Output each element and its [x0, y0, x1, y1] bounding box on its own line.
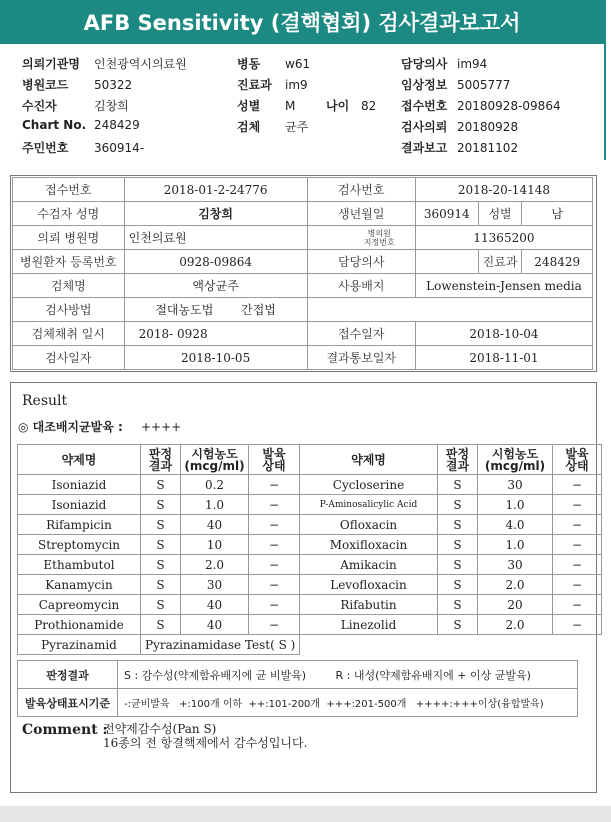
designation-value: 11365200 — [415, 226, 592, 250]
reg-label: 병원환자 등록번호 — [13, 250, 125, 274]
growth-header-2: 발육 상태 — [553, 445, 602, 475]
drug-drug-cell: Moxifloxacin — [300, 535, 438, 555]
media-label: 사용배지 — [307, 274, 415, 298]
drug-growth-cell: − — [553, 555, 602, 575]
header-value: 50322 — [94, 78, 133, 92]
drug-judge-cell: S — [438, 615, 478, 635]
table-row — [18, 615, 602, 635]
drug-growth-cell: − — [553, 575, 602, 595]
header-label: 접수번호 — [401, 99, 448, 113]
control-growth-value: ++++ — [140, 420, 182, 434]
test-no-label: 검사번호 — [307, 178, 415, 202]
drug-growth-cell: − — [553, 615, 602, 635]
birth-label: 생년월일 — [307, 202, 415, 226]
conc-header: 시험농도 (mcg/ml) — [181, 445, 249, 475]
judge-s-text: S : 감수성(약제함유배지에 균 비발육) — [124, 668, 307, 682]
hospital-label: 의뢰 병원명 — [13, 226, 125, 250]
drug-conc-cell: 1.0 — [478, 495, 553, 515]
birth-value: 360914 — [415, 202, 478, 226]
comment-line-1: 전약제감수성(Pan S) — [103, 722, 217, 736]
drug-judge-cell: S — [438, 575, 478, 595]
header-value: 248429 — [94, 118, 140, 132]
pza-row — [18, 635, 602, 655]
pza-result: Pyrazinamidase Test( S ) — [141, 635, 300, 655]
hdr-col1-row — [22, 97, 129, 114]
growth-legend-text: -:균비발육 +:100개 이하 ++:101-200개 +++:201-500개 ++++:+++이상(융합발육) — [118, 689, 578, 717]
header-value: 5005777 — [457, 78, 511, 92]
conc-header-2: 시험농도 (mcg/ml) — [478, 445, 553, 475]
header-value: 20180928 — [457, 120, 519, 134]
testdate-label: 검사일자 — [13, 346, 125, 370]
method-1: 절대농도법 — [155, 303, 214, 317]
comment-label: Comment : — [22, 722, 108, 738]
drug-conc-cell: 2.0 — [181, 555, 249, 575]
receipt-no-label: 접수번호 — [13, 178, 125, 202]
drug-judge-cell: S — [438, 595, 478, 615]
table-row — [18, 575, 602, 595]
drug-drug-cell: Ethambutol — [18, 555, 141, 575]
dept-value: 248429 — [522, 250, 593, 274]
drug-header: 약제명 — [18, 445, 141, 475]
drug-drug-cell: Streptomycin — [18, 535, 141, 555]
header-label: 검사의뢰 — [401, 120, 448, 134]
header-value: 20181102 — [457, 141, 519, 155]
title-accent-rule — [604, 0, 606, 160]
pza-drug: Pyrazinamid — [18, 635, 141, 655]
drug-growth-cell: − — [249, 615, 300, 635]
drug-growth-cell: − — [249, 575, 300, 595]
drug-drug-cell: Isoniazid — [18, 495, 141, 515]
age-label: 나이 — [326, 99, 350, 113]
header-label: 진료과 — [237, 78, 272, 92]
recv-label: 접수일자 — [307, 322, 415, 346]
drug-conc-cell: 30 — [478, 555, 553, 575]
header-label: 담당의사 — [401, 57, 448, 71]
drug-growth-cell: − — [249, 495, 300, 515]
drug-judge-cell: S — [141, 515, 181, 535]
drug-judge-cell: S — [438, 555, 478, 575]
designation-label: 병의원 지정번호 — [307, 226, 415, 250]
header-label: 검체 — [237, 120, 261, 134]
report-title: AFB Sensitivity (결핵협회) 검사결과보고서 — [0, 0, 604, 44]
hdr-col3-row — [401, 55, 487, 72]
header-value: M — [285, 99, 296, 113]
comment-text — [103, 722, 307, 750]
drug-conc-cell: 0.2 — [181, 475, 249, 495]
table-row — [18, 495, 602, 515]
testdate-value: 2018-10-05 — [124, 346, 307, 370]
method-value — [124, 298, 307, 322]
drug-drug-cell: Levofloxacin — [300, 575, 438, 595]
drug-drug-cell: Prothionamide — [18, 615, 141, 635]
doctor-value — [415, 250, 478, 274]
hdr-col1-row — [22, 139, 144, 156]
judge-r-text: R : 내성(약제함유배지에 + 이상 균발육) — [335, 668, 531, 682]
drug-drug-cell: Rifampicin — [18, 515, 141, 535]
judge-legend — [118, 661, 578, 689]
drug-growth-cell: − — [249, 595, 300, 615]
sex-label: 성별 — [478, 202, 522, 226]
control-growth-label: ◎ 대조배지균발육 : — [18, 420, 123, 434]
hdr-col3-row — [401, 139, 518, 156]
result-title: Result — [22, 393, 68, 409]
header-value: 360914- — [94, 141, 145, 155]
header-value: 균주 — [285, 120, 309, 134]
growth-legend-label: 발육상태표시기준 — [18, 689, 118, 717]
age-value: 82 — [361, 99, 377, 113]
drug-conc-cell: 4.0 — [478, 515, 553, 535]
hdr-col3-row — [401, 76, 510, 93]
drug-growth-cell: − — [553, 495, 602, 515]
drug-drug-cell: Linezolid — [300, 615, 438, 635]
drug-drug-cell: Rifabutin — [300, 595, 438, 615]
drug-drug-cell: Cycloserine — [300, 475, 438, 495]
drug-conc-cell: 10 — [181, 535, 249, 555]
header-label: 주민번호 — [22, 141, 69, 155]
method-2: 간접법 — [241, 303, 276, 317]
method-label: 검사방법 — [13, 298, 125, 322]
drug-conc-cell: 30 — [478, 475, 553, 495]
drug-drug-cell: Isoniazid — [18, 475, 141, 495]
drug-judge-cell: S — [141, 475, 181, 495]
collect-label: 검체채취 일시 — [13, 322, 125, 346]
legend-table — [17, 660, 578, 717]
drug-judge-cell: S — [438, 535, 478, 555]
receipt-no-value: 2018-01-2-24776 — [124, 178, 307, 202]
drug-conc-cell: 1.0 — [181, 495, 249, 515]
collect-value: 2018- 0928 — [124, 322, 307, 346]
table-row — [18, 475, 602, 495]
table-row — [18, 535, 602, 555]
hdr-col2-row — [237, 118, 308, 135]
comment-line-2: 16종의 전 항결핵제에서 감수성입니다. — [103, 736, 308, 750]
drug-judge-cell: S — [438, 515, 478, 535]
specimen-label: 검체명 — [13, 274, 125, 298]
hdr-col1-row — [22, 55, 187, 72]
notify-value: 2018-11-01 — [415, 346, 592, 370]
table-row — [18, 555, 602, 575]
patient-value: 김창희 — [124, 202, 307, 226]
growth-header: 발육 상태 — [249, 445, 300, 475]
drug-growth-cell: − — [553, 515, 602, 535]
recv-value: 2018-10-04 — [415, 322, 592, 346]
drug-growth-cell: − — [249, 555, 300, 575]
header-value: 20180928-09864 — [457, 99, 561, 113]
drug-growth-cell: − — [249, 475, 300, 495]
drug-growth-cell: − — [249, 535, 300, 555]
drug-table — [17, 444, 602, 655]
table-row — [18, 595, 602, 615]
drug-judge-cell: S — [141, 615, 181, 635]
drug-drug-cell: P-Aminosalicylic Acid — [300, 495, 438, 515]
header-value: 인천광역시의료원 — [94, 57, 187, 71]
drug-growth-cell: − — [553, 475, 602, 495]
drug-judge-cell: S — [141, 555, 181, 575]
control-growth — [18, 418, 181, 435]
info-table — [12, 177, 593, 370]
footer-bar — [0, 806, 611, 822]
header-label: 성별 — [237, 99, 261, 113]
hdr-col2-row — [237, 55, 310, 72]
hdr-col3-row — [401, 97, 561, 114]
pza-blank — [300, 635, 602, 655]
header-value: w61 — [285, 57, 311, 71]
drug-conc-cell: 40 — [181, 615, 249, 635]
specimen-value: 액상균주 — [124, 274, 307, 298]
header-value: im9 — [285, 78, 308, 92]
hdr-col1-row — [22, 76, 132, 93]
drug-judge-cell: S — [141, 535, 181, 555]
media-value: Lowenstein-Jensen media — [415, 274, 592, 298]
drug-conc-cell: 2.0 — [478, 615, 553, 635]
drug-judge-cell: S — [438, 475, 478, 495]
header-label: 임상정보 — [401, 78, 448, 92]
drug-drug-cell: Amikacin — [300, 555, 438, 575]
header-label: Chart No. — [22, 118, 87, 132]
drug-conc-cell: 1.0 — [478, 535, 553, 555]
hdr-col2-row — [237, 76, 308, 93]
header-label: 의뢰기관명 — [22, 57, 80, 71]
header-value: 김창희 — [94, 99, 129, 113]
judge-legend-label: 판정결과 — [18, 661, 118, 689]
drug-growth-cell: − — [553, 535, 602, 555]
drug-judge-cell: S — [141, 575, 181, 595]
drug-judge-cell: S — [141, 595, 181, 615]
patient-label: 수검자 성명 — [13, 202, 125, 226]
header-label: 수진자 — [22, 99, 57, 113]
drug-growth-cell: − — [249, 515, 300, 535]
header-age — [326, 97, 376, 114]
drug-drug-cell: Kanamycin — [18, 575, 141, 595]
header-label: 결과보고 — [401, 141, 448, 155]
drug-drug-cell: Capreomycin — [18, 595, 141, 615]
hdr-col3-row — [401, 118, 518, 135]
drug-judge-cell: S — [438, 495, 478, 515]
drug-conc-cell: 40 — [181, 595, 249, 615]
drug-growth-cell: − — [553, 595, 602, 615]
hdr-col2-row — [237, 97, 295, 114]
test-no-value: 2018-20-14148 — [415, 178, 592, 202]
drug-table-header — [18, 445, 602, 475]
drug-drug-cell: Ofloxacin — [300, 515, 438, 535]
drug-header-2: 약제명 — [300, 445, 438, 475]
method-blank — [307, 298, 592, 322]
drug-judge-cell: S — [141, 495, 181, 515]
drug-conc-cell: 40 — [181, 515, 249, 535]
hdr-col1-row — [22, 118, 140, 132]
header-label: 병동 — [237, 57, 261, 71]
reg-value: 0928-09864 — [124, 250, 307, 274]
dept-label: 진료과 — [478, 250, 522, 274]
table-row — [18, 515, 602, 535]
header-label: 병원코드 — [22, 78, 69, 92]
judge-header: 판정 결과 — [141, 445, 181, 475]
notify-label: 결과통보일자 — [307, 346, 415, 370]
doctor-label: 담당의사 — [307, 250, 415, 274]
header-value: im94 — [457, 57, 488, 71]
judge-header-2: 판정 결과 — [438, 445, 478, 475]
sex-value: 남 — [522, 202, 593, 226]
drug-conc-cell: 20 — [478, 595, 553, 615]
hospital-value: 인천의료원 — [124, 226, 307, 250]
drug-conc-cell: 30 — [181, 575, 249, 595]
drug-conc-cell: 2.0 — [478, 575, 553, 595]
